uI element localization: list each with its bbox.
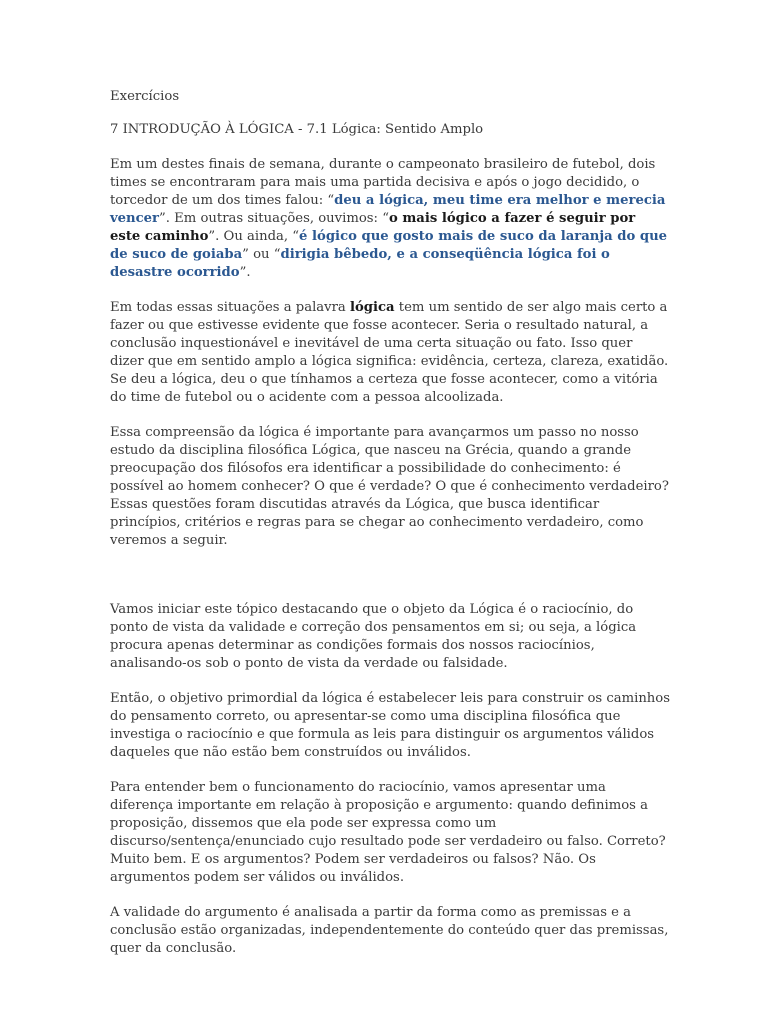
bold-term-logica: lógica <box>349 300 395 315</box>
paragraph-4: Vamos iniciar este tópico destacando que o objeto da Lógica é o raciocínio, do ponto de vista da validade e correção dos pensamentos em si; ou seja, a lógica procura apenas determinar as condições formais dos nossos raciocínios, analisando-os sob o ponto de vista da verdade ou falsidade. <box>110 602 637 671</box>
p2-text-2: tem um sentido de ser algo mais certo a fazer ou que estivesse evidente que fosse acontecer. Seria o resultado natural, a conclusão inquestionável e inevitável de uma certa situação ou fato. Isso quer dizer que em sentido amplo a lógica significa: evidência, certeza, clareza, exatidão. Se deu a lógica, deu o que tínhamos a certeza que fosse acontecer, como a vitória do time de futebol ou o acidente com a pessoa alcoolizada. <box>110 300 669 405</box>
paragraph-5: Então, o objetivo primordial da lógica é estabelecer leis para construir os caminhos do pensamento correto, ou apresentar-se como uma disciplina filosófica que investiga o raciocínio e que formula as leis para distinguir os argumentos válidos daqueles que não estão bem construídos ou inválidos. <box>110 691 671 760</box>
quote-2: o mais lógico a fazer é seguir por este caminho <box>110 211 636 244</box>
paragraph-3: Essa compreensão da lógica é importante para avançarmos um passo no nosso estudo da disciplina filosófica Lógica, que nasceu na Grécia, quando a grande preocupação dos filósofos era identificar a possibilidade do conhecimento: é possível ao homem conhecer? O que é verdade? O que é conhecimento verdadeiro? Essas questões foram discutidas através da Lógica, que busca identificar princípios, critérios e regras para se chegar ao conhecimento verdadeiro, como veremos a seguir. <box>110 425 669 548</box>
document-heading: Exercícios <box>110 89 180 104</box>
paragraph-2 <box>110 299 670 407</box>
quote-1: deu a lógica, meu time era melhor e merecia vencer <box>110 193 666 226</box>
paragraph-7: A validade do argumento é analisada a partir da forma como as premissas e a conclusão estão organizadas, independentemente do conteúdo quer das premissas, quer da conclusão. <box>110 905 669 956</box>
paragraph-6: Para entender bem o funcionamento do raciocínio, vamos apresentar uma diferença importante em relação à proposição e argumento: quando definimos a proposição, dissemos que ela pode ser expressa como um discurso/sentença/enunciado cujo resultado pode ser verdadeiro ou falso. Correto? Muito bem. E os argumentos? Podem ser verdadeiros ou falsos? Não. Os argumentos podem ser válidos ou inválidos. <box>110 780 666 885</box>
p1-text-1: Em um destes finais de semana, durante o campeonato brasileiro de futebol, dois times se encontraram para mais uma partida decisiva e após o jogo decidido, o torcedor de um dos times falou: “ <box>110 157 656 208</box>
section-title: 7 INTRODUÇÃO À LÓGICA - 7.1 Lógica: Sentido Amplo <box>110 122 484 137</box>
quote-4: dirigia bêbedo, e a conseqüência lógica foi o desastre ocorrido <box>110 247 610 280</box>
quote-3: é lógico que gosto mais de suco da laranja do que de suco de goiaba <box>110 229 668 262</box>
p1-text-4: ” ou “ <box>242 247 281 262</box>
document-page <box>110 88 670 975</box>
p2-text-1: Em todas essas situações a palavra <box>110 300 350 315</box>
p1-text-3: ”. Ou ainda, “ <box>208 229 300 244</box>
paragraph-1 <box>110 156 670 282</box>
blank-gap <box>110 567 670 601</box>
p1-text-5: ”. <box>239 265 251 280</box>
p1-text-2: ”. Em outras situações, ouvimos: “ <box>159 211 389 226</box>
